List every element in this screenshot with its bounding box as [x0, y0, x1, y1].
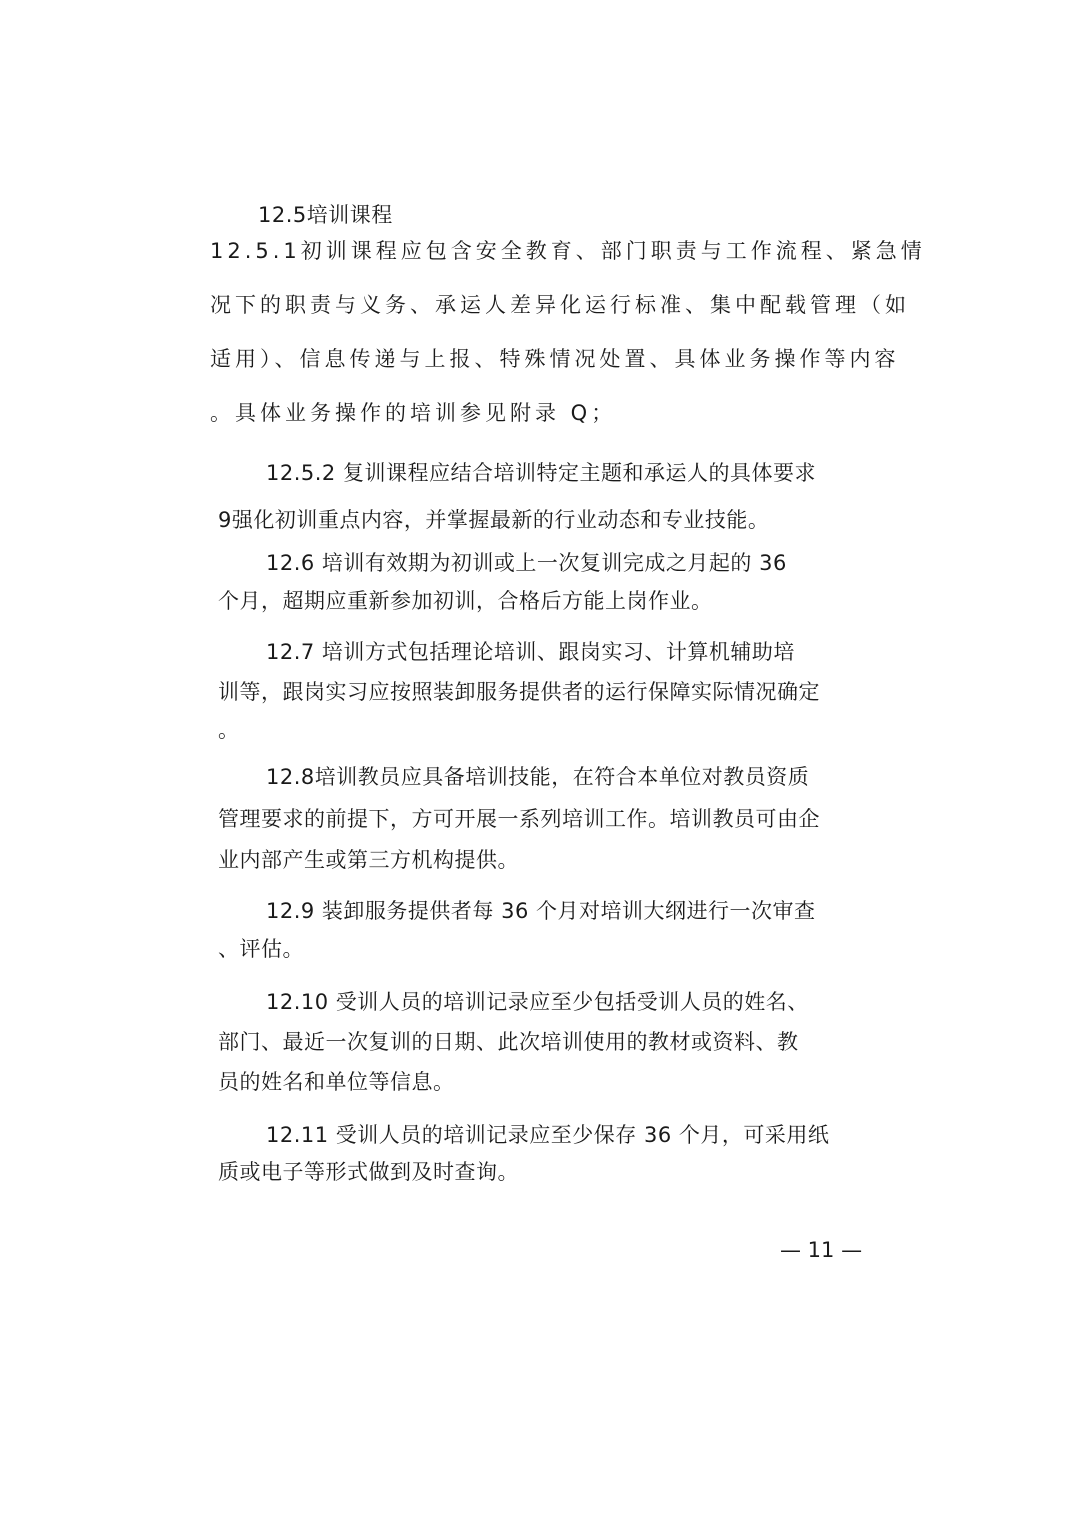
- paragraph-12-11-line-2: 质或电子等形式做到及时查询。: [218, 1160, 519, 1184]
- paragraph-12-8-line-2: 管理要求的前提下，方可开展一系列培训工作。培训教员可由企: [218, 807, 820, 831]
- paragraph-12-5-1-line-3: 适用）、信息传递与上报、特殊情况处置、具体业务操作等内容: [210, 347, 900, 371]
- paragraph-12-5-2-line-2: 9强化初训重点内容，并掌握最新的行业动态和专业技能。: [218, 508, 770, 532]
- paragraph-12-10-line-1: 12.10 受训人员的培训记录应至少包括受训人员的姓名、: [266, 990, 809, 1014]
- paragraph-12-10-line-2: 部门、最近一次复训的日期、此次培训使用的教材或资料、教: [218, 1030, 799, 1054]
- paragraph-12-5-1-line-1: 12.5.1初训课程应包含安全教育、部门职责与工作流程、紧急情: [210, 239, 926, 263]
- paragraph-12-8-line-1: 12.8培训教员应具备培训技能，在符合本单位对教员资质: [266, 765, 810, 789]
- paragraph-12-5-2-line-1: 12.5.2 复训课程应结合培训特定主题和承运人的具体要求: [266, 461, 816, 485]
- paragraph-12-7-line-3: 。: [218, 718, 240, 742]
- paragraph-12-9-line-1: 12.9 装卸服务提供者每 36 个月对培训大纲进行一次审查: [266, 899, 816, 923]
- paragraph-12-9-line-2: 、评估。: [218, 937, 304, 961]
- paragraph-12-11-line-1: 12.11 受训人员的培训记录应至少保存 36 个月，可采用纸: [266, 1123, 830, 1147]
- paragraph-12-6-line-2: 个月，超期应重新参加初训，合格后方能上岗作业。: [218, 589, 713, 613]
- paragraph-12-5-1-line-4: 。具体业务操作的培训参见附录 Q；: [210, 401, 617, 425]
- page-number: — 11 —: [780, 1238, 863, 1262]
- paragraph-12-7-line-1: 12.7 培训方式包括理论培训、跟岗实习、计算机辅助培: [266, 640, 795, 664]
- paragraph-12-7-line-2: 训等，跟岗实习应按照装卸服务提供者的运行保障实际情况确定: [218, 680, 820, 704]
- paragraph-12-5-1-line-2: 况下的职责与义务、承运人差异化运行标准、集中配载管理（如: [210, 293, 910, 317]
- paragraph-12-8-line-3: 业内部产生或第三方机构提供。: [218, 848, 519, 872]
- paragraph-12-10-line-3: 员的姓名和单位等信息。: [218, 1070, 455, 1094]
- section-heading: 12.5培训课程: [258, 203, 393, 227]
- paragraph-12-6-line-1: 12.6 培训有效期为初训或上一次复训完成之月起的 36: [266, 551, 787, 575]
